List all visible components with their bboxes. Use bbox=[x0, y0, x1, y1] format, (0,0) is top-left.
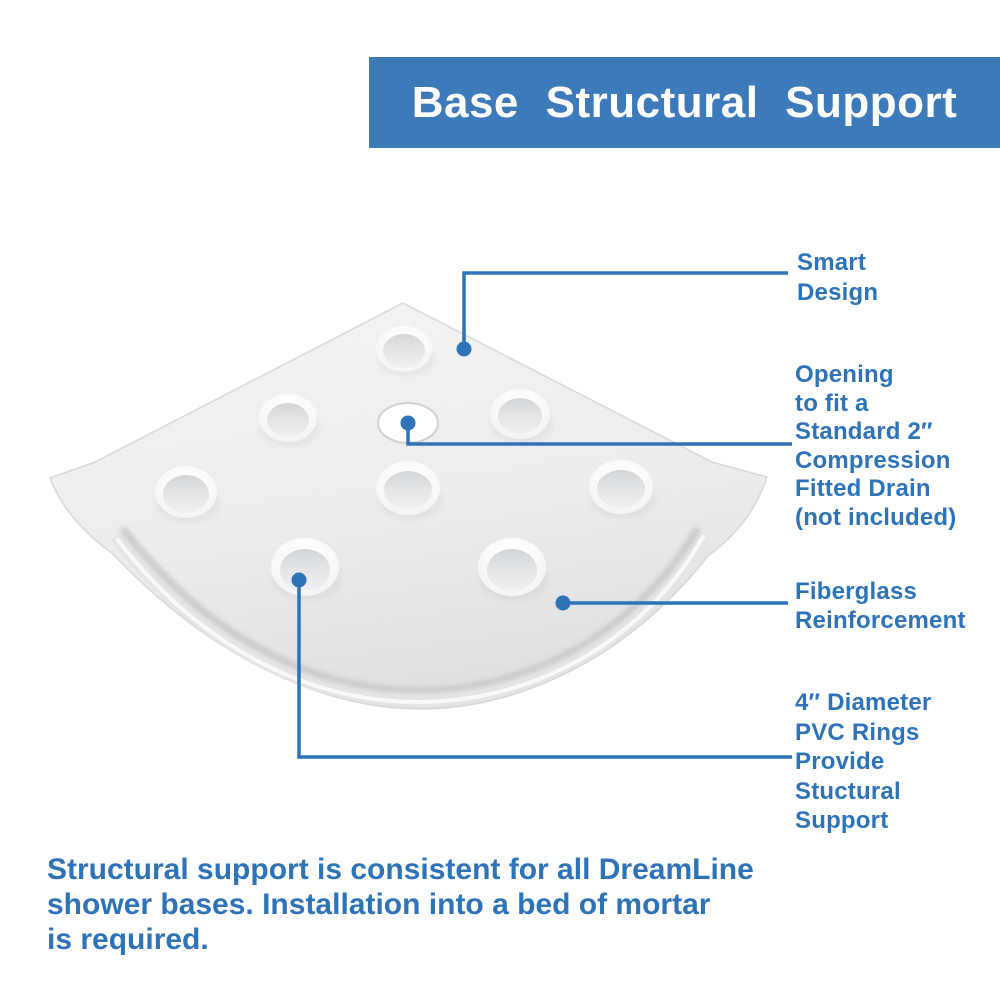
callout-dot-smart-design bbox=[457, 342, 472, 357]
callout-pvc-rings bbox=[795, 688, 931, 836]
callout-dot-drain-opening bbox=[401, 416, 416, 431]
callout-text-line: Design bbox=[797, 279, 879, 306]
callout-text-line: Fiberglass bbox=[795, 578, 918, 605]
callout-dot-fiberglass bbox=[556, 596, 571, 611]
callout-smart-design bbox=[797, 248, 878, 308]
callout-line-smart-design bbox=[464, 273, 788, 349]
callout-text-line: Support bbox=[795, 807, 889, 834]
callout-text-line: Fitted Drain bbox=[795, 475, 931, 502]
footer-note-line: Structural support is consistent for all DreamLine bbox=[47, 853, 754, 886]
footer-note-line: shower bases. Installation into a bed of mortar bbox=[47, 888, 711, 921]
footer-note bbox=[47, 852, 754, 957]
callout-text-line: Standard 2″ bbox=[795, 418, 933, 445]
callout-text-line: Reinforcement bbox=[795, 606, 966, 634]
page-title: Base Structural Support bbox=[411, 77, 958, 127]
callout-text-line: Smart bbox=[797, 249, 867, 276]
callout-drain-opening bbox=[795, 361, 956, 532]
callout-text-line: Provide bbox=[795, 748, 885, 775]
callout-text-line: Opening bbox=[795, 361, 894, 388]
callout-text-line: Compression bbox=[795, 446, 951, 474]
callout-dot-pvc-rings bbox=[292, 573, 307, 588]
callout-text-line: Stuctural bbox=[795, 777, 901, 805]
footer-note-line: is required. bbox=[47, 923, 209, 956]
callout-text-line: PVC Rings bbox=[795, 718, 920, 746]
callout-fiberglass-reinforcement bbox=[795, 578, 966, 635]
shower-base-illustration bbox=[50, 303, 767, 709]
callout-text-line: 4″ Diameter bbox=[795, 689, 932, 716]
callout-text-line: to fit a bbox=[795, 389, 869, 417]
callout-text-line: (not included) bbox=[795, 503, 957, 531]
